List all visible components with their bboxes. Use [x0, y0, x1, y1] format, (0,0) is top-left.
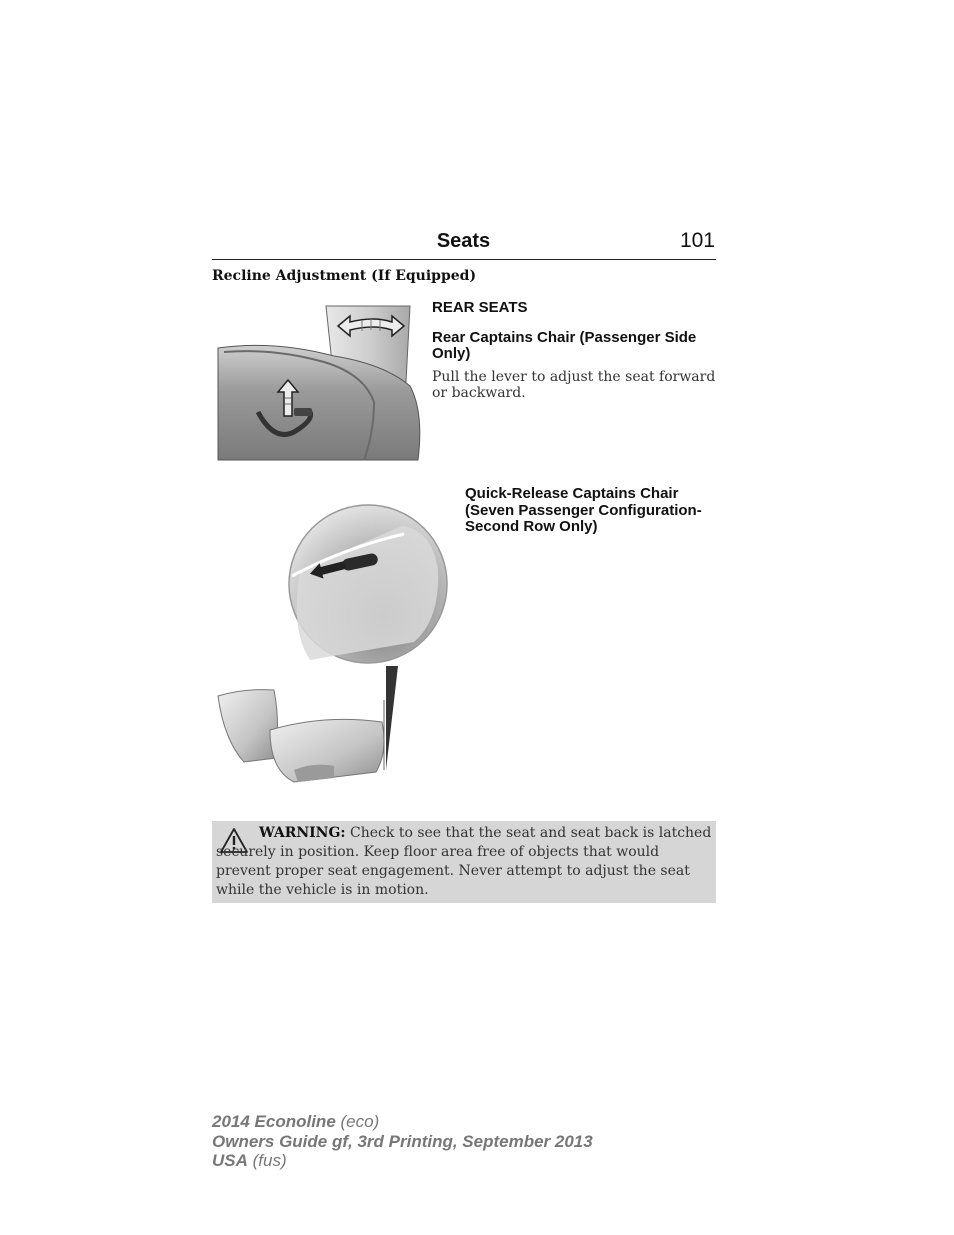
rear-captains-chair-illustration: [214, 302, 424, 464]
footer-guide: Owners Guide gf, 3rd Printing, September 2013: [212, 1132, 593, 1151]
footer-model-code: (eco): [335, 1112, 380, 1131]
footer-model-name: 2014 Econoline: [212, 1112, 336, 1131]
header-rule: [212, 259, 716, 260]
footer-market: [212, 1151, 287, 1171]
warning-label: WARNING:: [259, 825, 346, 841]
warning-message: Check to see that the seat and seat back is latched securely in position. Keep floor area free of objects that would prevent proper seat engagement. Never attempt to adjust the seat while the vehicle is in motion.: [216, 825, 712, 898]
page-title: Seats: [436, 230, 491, 252]
page-number: 101: [679, 229, 715, 252]
warning-box: [212, 821, 716, 903]
rear-captains-chair-body: Pull the lever to adjust the seat forward or backward.: [432, 369, 716, 401]
quick-release-chair-illustration: [214, 500, 454, 786]
section-heading: Recline Adjustment (If Equipped): [212, 268, 477, 284]
rear-seats-heading: REAR SEATS: [432, 299, 528, 316]
footer-market-name: USA: [212, 1151, 248, 1170]
rear-captains-chair-heading: Rear Captains Chair (Passenger Side Only): [432, 329, 697, 362]
quick-release-chair-heading: Quick-Release Captains Chair (Seven Passenger Configuration-Second Row Only): [465, 485, 702, 535]
footer-market-code: (fus): [247, 1151, 287, 1170]
warning-text-block: [216, 824, 712, 900]
footer-model: [212, 1112, 379, 1132]
